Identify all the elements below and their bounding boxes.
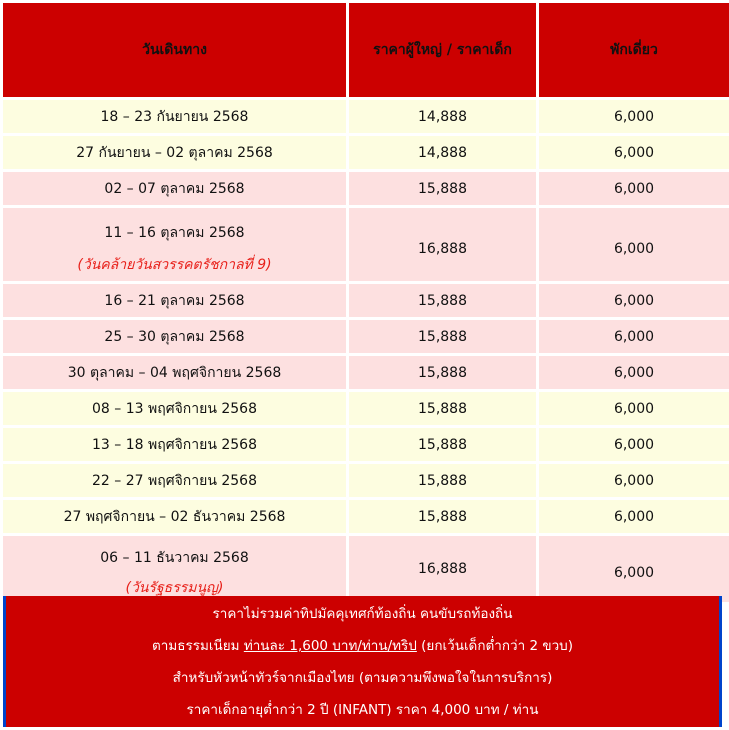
row-date: 08 – 13 พฤศจิกายน 2568 [3, 392, 346, 425]
table-header [3, 3, 729, 97]
row-date: 13 – 18 พฤศจิกายน 2568 [3, 428, 346, 461]
footer-line-infant: ราคาเด็กอายุต่ำกว่า 2 ปี (INFANT) ราคา 4,000 บาท / ท่าน [186, 702, 539, 718]
row-single: 6,000 [539, 172, 729, 205]
row-date-cell [3, 208, 346, 281]
row-price: 15,888 [349, 392, 536, 425]
table-row [3, 392, 729, 425]
row-date: 02 – 07 ตุลาคม 2568 [3, 172, 346, 205]
row-date: 27 พฤศจิกายน – 02 ธันวาคม 2568 [3, 500, 346, 533]
table-row [3, 136, 729, 169]
row-single: 6,000 [539, 284, 729, 317]
table-row [3, 536, 729, 602]
row-single: 6,000 [539, 392, 729, 425]
row-price: 16,888 [349, 536, 536, 602]
row-price: 15,888 [349, 464, 536, 497]
row-price: 16,888 [349, 208, 536, 281]
footer-line-custom-suffix: (ยกเว้นเด็กต่ำกว่า 2 ขวบ) [416, 638, 573, 654]
table-row [3, 428, 729, 461]
row-date: 18 – 23 กันยายน 2568 [3, 100, 346, 133]
row-holiday-note: (วันคล้ายวันสวรรคตรัชกาลที่ 9) [77, 256, 272, 273]
row-date: 11 – 16 ตุลาคม 2568 [104, 224, 245, 241]
row-price: 14,888 [349, 100, 536, 133]
header-price: ราคาผู้ใหญ่ / ราคาเด็ก [349, 3, 536, 97]
footer-line-custom [6, 630, 719, 662]
table-row [3, 500, 729, 533]
table-row [3, 100, 729, 133]
row-single: 6,000 [539, 356, 729, 389]
row-price: 15,888 [349, 320, 536, 353]
row-single: 6,000 [539, 100, 729, 133]
row-price: 15,888 [349, 356, 536, 389]
table-row [3, 464, 729, 497]
table-row [3, 208, 729, 281]
row-single: 6,000 [539, 428, 729, 461]
row-holiday-note: (วันรัฐธรรมนูญ) [125, 580, 224, 596]
table-row [3, 284, 729, 317]
footer-tip-amount: ท่านละ 1,600 บาท/ท่าน/ทริป [243, 638, 417, 654]
row-price: 15,888 [349, 172, 536, 205]
row-date: 27 กันยายน – 02 ตุลาคม 2568 [3, 136, 346, 169]
table-row [3, 320, 729, 353]
row-single: 6,000 [539, 500, 729, 533]
row-single: 6,000 [539, 208, 729, 281]
table-row [3, 356, 729, 389]
row-price: 14,888 [349, 136, 536, 169]
row-date: 16 – 21 ตุลาคม 2568 [3, 284, 346, 317]
row-date: 25 – 30 ตุลาคม 2568 [3, 320, 346, 353]
row-date-cell [3, 536, 346, 602]
header-travel-date: วันเดินทาง [3, 3, 346, 97]
row-single: 6,000 [539, 136, 729, 169]
table-row [3, 172, 729, 205]
row-price: 15,888 [349, 284, 536, 317]
price-conditions-footer [3, 596, 722, 727]
footer-line-tour-leader: สำหรับหัวหน้าทัวร์จากเมืองไทย (ตามความพึงพอใจในการบริการ) [172, 670, 553, 686]
row-price: 15,888 [349, 428, 536, 461]
header-single-room: พักเดี่ยว [539, 3, 729, 97]
footer-line-tips: ราคาไม่รวมค่าทิปมัคคุเทศก์ท้องถิ่น คนขับรถท้องถิ่น [212, 606, 513, 622]
footer-line-custom-prefix: ตามธรรมเนียม [151, 638, 244, 654]
row-date: 06 – 11 ธันวาคม 2568 [100, 550, 249, 566]
row-single: 6,000 [539, 464, 729, 497]
row-date: 22 – 27 พฤศจิกายน 2568 [3, 464, 346, 497]
row-single: 6,000 [539, 320, 729, 353]
row-price: 15,888 [349, 500, 536, 533]
row-single: 6,000 [539, 536, 729, 602]
row-date: 30 ตุลาคม – 04 พฤศจิกายน 2568 [3, 356, 346, 389]
